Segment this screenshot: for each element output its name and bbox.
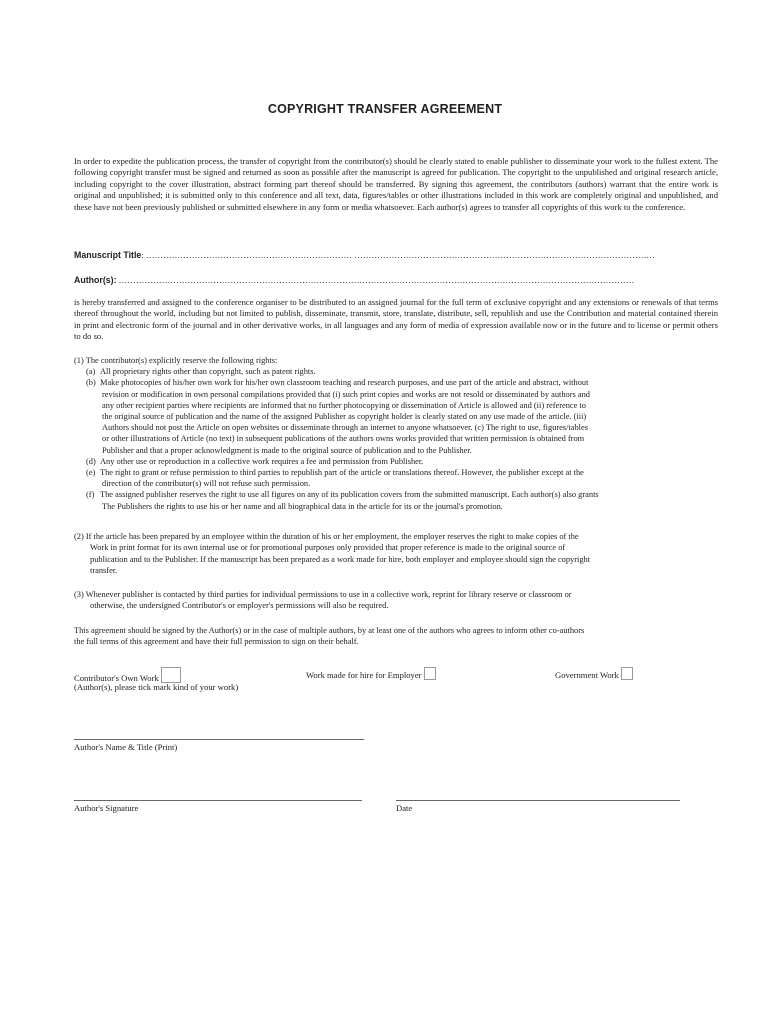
rights-heading: (1) The contributor(s) explicitly reserve the following rights: [74,356,278,365]
signature-label: Author's Signature [74,803,139,813]
right-item-b-cont: or other illustrations of Article (no text) in subsequent publications of the authors owns works provided that written permission is obtained from [102,434,585,444]
signing-note-line1: This agreement should be signed by the Author(s) or in the case of multiple authors, by at least one of the authors who agrees to inform other co-authors [74,626,585,635]
right-item-b: (b) Make photocopies of his/her own work for his/her own classroom teaching and research purposes, and use part of the article and abstract, without [86,378,589,388]
government-work-checkbox[interactable] [621,667,633,680]
clause-2 [74,531,714,577]
right-item-b-cont: revision or modification in own personal compilations provided that (i) such print copies and works are not resold or disseminated by authors and [102,389,590,399]
authors-dots[interactable]: ……………………………………………………………………………………………………………………………………………………………… [118,275,635,285]
hire-work-checkbox[interactable] [424,667,436,680]
manuscript-title-field [74,250,718,260]
date-label: Date [396,803,413,813]
signature-line[interactable] [74,800,362,801]
manuscript-title-label: Manuscript Title [74,250,142,260]
clause-3-cont: otherwise, the undersigned Contributor's or employer's permissions will also be required. [90,601,389,611]
right-item-a: (a) All proprietary rights other than copyright, such as patent rights. [86,367,316,377]
clause-3-first: (3) Whenever publisher is contacted by third parties for individual permissions to use in a collective work, reprint for library reserve or classroom or [74,590,572,599]
right-item-b-cont: Publisher and that a proper acknowledgment is made to the original source of publication and to the Publisher. [102,445,472,455]
clause-2-cont: Work in print format for its own internal use or for promotional purposes only provided that proper reference is made to the original source of [90,543,566,553]
reserved-rights-list [74,355,722,512]
name-title-label: Author's Name & Title (Print) [74,742,178,752]
right-item-e: (e) The right to grant or refuse permission to third parties to republish part of the article or translations thereof. However, the publisher except at the [86,468,584,478]
manuscript-title-dots[interactable]: ……………………………………………………………… …………………………………………………………………………………………… [145,250,656,260]
intro-paragraph: In order to expedite the publication process, the transfer of copyright from the contributor(s) should be clearly stated to enable publisher to disseminate your work to the fullest extent. The following copyright transfer must be signed and returned as soon as possible after the manuscript is agreed for publication. The copyright to the unpublished and original research article, including copyright to the cover illustration, abstract forming part thereof should be transferred. By signing this agreement, the contributors (authors) warrant that the entire work is original and unpublished; it is submitted only to this conference and all text, data, figures/tables or other illustrations included in this work are completely original and unpublished, and these have not been previously published or submitted elsewhere in any form or media whatsoever. Each author(s) agrees to transfer all copyrights of this work to the conference. [74,156,718,212]
hire-work-label: Work made for hire for Employer [306,670,422,680]
right-item-d: (d) Any other use or reproduction in a collective work requires a fee and permission from Publisher. [86,456,424,466]
date-line[interactable] [396,800,680,801]
own-work-checkbox[interactable] [161,667,181,683]
clause-2-cont: transfer. [90,566,118,576]
government-work-label: Government Work [555,670,619,680]
authors-field [74,275,718,285]
own-work-option [74,667,181,683]
manuscript-title-colon: : [141,250,144,260]
right-item-b-cont: any other recipient parties where recipients are informed that no further photocopying or dissemination of Article is allowed and (ii) reference to [102,400,586,410]
authors-label: Author(s): [74,275,117,285]
government-work-option [555,667,633,680]
transfer-paragraph: is hereby transferred and assigned to the conference organiser to be distributed to an assigned journal for the full term of exclusive copyright and any extensions or renewals of that terms thereof throughout the world, including but not limited to publish, disseminate, transmit, store, translate, distribute, sell, republish and use the Contribution and material contained therein in print and electronic form of the journal and in other derivative works, in all languages and any form of media of expression available now or in the future and to license or permit others to do so. [74,297,718,342]
name-title-line[interactable] [74,739,364,740]
own-work-hint: (Author(s), please tick mark kind of your work) [74,682,239,692]
signing-note [74,625,714,648]
right-item-f: (f) The assigned publisher reserves the right to use all figures on any of its publication covers from the submitted manuscript. Each author(s) also grants [86,490,599,500]
right-item-e-cont: direction of the contributor(s) will not refuse such permission. [102,479,311,489]
hire-work-option [306,667,436,680]
document-title: COPYRIGHT TRANSFER AGREEMENT [267,102,503,116]
clause-2-first: (2) If the article has been prepared by an employee within the duration of his or her employment, the employer reserves the right to make copies of the [74,532,579,541]
right-item-b-cont: Authors should not post the Article on open websites or disseminate through an internet to anyone whatsoever. (c) The right to use, figures/tables [102,423,588,433]
clause-2-cont: publication and to the Publisher. If the manuscript has been prepared as a work made for hire, both employer and employee should sign the copyright [90,554,591,564]
clause-3 [74,589,714,612]
signing-note-line2: the full terms of this agreement and have their full permission to sign on their behalf. [74,637,359,647]
work-type-options [74,667,724,697]
own-work-label: Contributor's Own Work [74,673,159,683]
right-item-f-cont: The Publishers the rights to use his or her name and all biographical data in the article for its or the journal's promotion. [102,501,503,511]
right-item-b-cont: the original source of publication and the name of the assigned Publisher as copyright holder is clearly stated on any use made of the article. (iii) [102,412,587,422]
